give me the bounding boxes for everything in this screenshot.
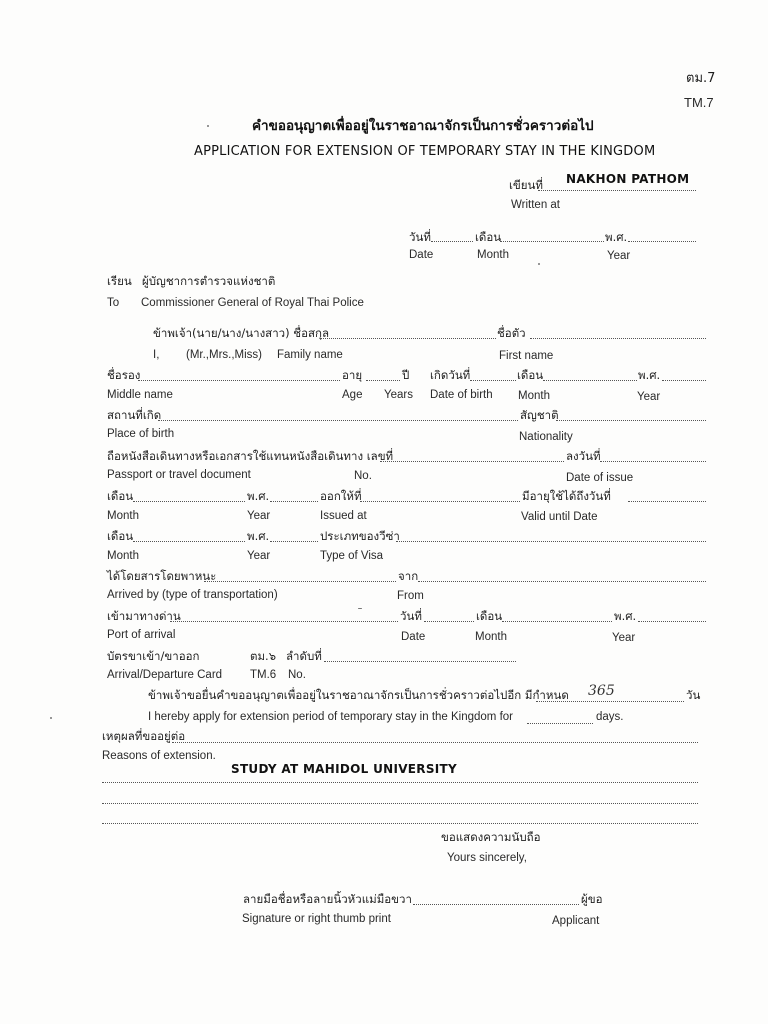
dob-month-en: Month <box>518 390 550 402</box>
port-line <box>170 621 398 622</box>
written-at-value: NAKHON PATHOM <box>566 172 690 186</box>
place-of-birth-en: Place of birth <box>107 428 175 440</box>
request-days-en: days. <box>596 711 624 723</box>
applicant-label-en: Applicant <box>552 915 600 927</box>
visa-year-en: Year <box>247 550 271 562</box>
middle-name-line <box>138 380 340 381</box>
visa-type-th: ประเภทของวีซ่า <box>320 529 400 543</box>
reasons-value: STUDY AT MAHIDOL UNIVERSITY <box>231 762 458 776</box>
visa-year-line <box>270 541 318 542</box>
first-name-en: First name <box>499 350 554 362</box>
issue-date-en: Date of issue <box>566 472 634 484</box>
written-at-label-th: เขียนที่ <box>509 178 543 192</box>
date-month-th: เดือน <box>475 230 502 244</box>
reasons-line-4 <box>102 823 698 824</box>
place-of-birth-line <box>158 420 518 421</box>
port-th: เข้ามาทางด่าน <box>107 609 181 623</box>
years-th: ปี <box>402 368 410 382</box>
form-code-th: ตม.7 <box>686 71 716 86</box>
issued-year-line <box>270 501 318 502</box>
dob-en: Date of birth <box>430 389 493 401</box>
port-en: Port of arrival <box>107 629 176 641</box>
dob-month-line <box>543 380 637 381</box>
middle-name-th: ชื่อรอง <box>107 368 141 382</box>
nationality-line <box>556 420 706 421</box>
valid-until-line <box>628 501 706 502</box>
date-day-line <box>431 241 473 242</box>
family-name-line <box>320 338 496 339</box>
port-month-line <box>502 621 612 622</box>
issue-date-line <box>600 461 706 462</box>
age-en: Age <box>342 389 363 401</box>
valid-until-th: มีอายุใช้ได้ถึงวันที่ <box>522 489 611 503</box>
first-name-th: ชื่อตัว <box>497 326 526 340</box>
passport-en: Passport or travel document <box>107 469 251 481</box>
dob-year-th: พ.ศ. <box>638 368 661 382</box>
card-en: Arrival/Departure Card <box>107 669 223 681</box>
written-at-label-en: Written at <box>511 199 560 211</box>
applicant-i-th: ข้าพเจ้า(นาย/นาง/นางสาว) ชื่อสกุล <box>153 326 330 340</box>
scan-speck <box>358 608 362 609</box>
port-month-en: Month <box>475 631 507 643</box>
issued-at-line <box>360 501 520 502</box>
request-days-en-line <box>527 723 593 724</box>
nationality-en: Nationality <box>519 431 573 443</box>
arrived-by-line <box>204 581 396 582</box>
place-of-birth-th: สถานที่เกิด <box>107 408 162 422</box>
request-days-th: วัน <box>686 688 701 702</box>
title-th: คำขออนุญาตเพื่ออยู่ในราชอาณาจักรเป็นการชั่วคราวต่อไป <box>252 118 594 134</box>
sincerely-en: Yours sincerely, <box>447 852 527 864</box>
dob-year-en: Year <box>637 391 661 403</box>
issued-month-th: เดือน <box>107 489 134 503</box>
signature-label-th: ลายมือชื่อหรือลายนิ้วหัวแม่มือขวา <box>243 892 412 906</box>
dob-day-line <box>470 380 516 381</box>
visa-month-en: Month <box>107 550 139 562</box>
visa-year-th: พ.ศ. <box>247 529 270 543</box>
from-th: จาก <box>398 569 419 583</box>
tm6-th: ตม.๖ <box>250 649 277 663</box>
applicant-i-en: I, <box>153 349 160 361</box>
reasons-line-3 <box>102 803 698 804</box>
request-days-value: 365 <box>588 683 615 699</box>
to-recipient-en: Commissioner General of Royal Thai Police <box>141 297 364 309</box>
applicant-title-en: (Mr.,Mrs.,Miss) <box>186 349 263 361</box>
nationality-th: สัญชาติ <box>520 408 559 422</box>
passport-th: ถือหนังสือเดินทางหรือเอกสารใช้แทนหนังสือเดินทาง เลขที่ <box>107 449 394 463</box>
sincerely-th: ขอแสดงความนับถือ <box>441 830 541 844</box>
visa-month-line <box>133 541 245 542</box>
age-line <box>366 380 400 381</box>
scan-speck <box>207 125 209 127</box>
dob-year-line <box>662 380 706 381</box>
port-date-en: Date <box>401 631 426 643</box>
port-year-en: Year <box>612 632 636 644</box>
from-line <box>418 581 706 582</box>
from-en: From <box>397 590 424 602</box>
to-recipient-th: ผู้บัญชาการตำรวจแห่งชาติ <box>142 274 276 288</box>
title-en: APPLICATION FOR EXTENSION OF TEMPORARY STAY IN THE KINGDOM <box>194 144 656 159</box>
request-days-line <box>536 701 684 702</box>
issued-at-th: ออกให้ที่ <box>320 489 362 503</box>
arrived-by-en: Arrived by (type of transportation) <box>107 589 278 601</box>
date-year-en: Year <box>607 250 631 262</box>
card-th: บัตรขาเข้า/ขาออก <box>107 649 200 663</box>
reasons-line-1 <box>172 742 698 743</box>
port-month-th: เดือน <box>476 609 503 623</box>
issued-year-en: Year <box>247 510 271 522</box>
issued-month-line <box>133 501 245 502</box>
passport-number-line <box>380 461 564 462</box>
port-date-th: วันที่ <box>400 609 422 623</box>
visa-type-line <box>396 541 706 542</box>
years-en: Years <box>384 389 413 401</box>
issued-at-en: Issued at <box>320 510 367 522</box>
age-th: อายุ <box>342 368 363 382</box>
date-day-en: Date <box>409 249 434 261</box>
request-text-en: I hereby apply for extension period of temporary stay in the Kingdom for <box>148 711 514 723</box>
form-code-en: TM.7 <box>684 95 714 110</box>
written-at-line <box>538 190 696 191</box>
signature-line <box>413 904 579 905</box>
visa-month-th: เดือน <box>107 529 134 543</box>
arrived-by-th: ได้โดยสารโดยพาหนะ <box>107 569 217 583</box>
issued-year-th: พ.ศ. <box>247 489 270 503</box>
tm6-en: TM.6 <box>250 669 277 681</box>
scan-speck <box>50 717 52 719</box>
issued-month-en: Month <box>107 510 139 522</box>
port-date-line <box>424 621 474 622</box>
reasons-line-2 <box>102 782 698 783</box>
to-label-th: เรียน <box>107 274 132 288</box>
visa-type-en: Type of Visa <box>320 550 384 562</box>
first-name-line <box>530 338 706 339</box>
date-day-th: วันที่ <box>409 230 431 244</box>
to-label-en: To <box>107 297 120 309</box>
scan-speck <box>538 263 540 265</box>
date-year-th: พ.ศ. <box>605 230 628 244</box>
card-no-line <box>324 661 516 662</box>
reasons-label-en: Reasons of extension. <box>102 750 216 762</box>
valid-until-en: Valid until Date <box>521 511 598 523</box>
date-month-en: Month <box>477 249 509 261</box>
signature-label-en: Signature or right thumb print <box>242 913 391 925</box>
port-year-th: พ.ศ. <box>614 609 637 623</box>
applicant-label-th: ผู้ขอ <box>581 892 603 906</box>
card-no-th: ลำดับที่ <box>286 649 322 663</box>
date-month-line <box>500 241 604 242</box>
reasons-label-th: เหตุผลที่ขออยู่ต่อ <box>102 729 186 743</box>
issue-date-th: ลงวันที่ <box>566 449 601 463</box>
date-year-line <box>628 241 696 242</box>
card-no-en: No. <box>288 669 306 681</box>
passport-no-en: No. <box>354 470 372 482</box>
dob-month-th: เดือน <box>517 368 544 382</box>
port-year-line <box>638 621 706 622</box>
dob-th: เกิดวันที่ <box>430 368 471 382</box>
family-name-en: Family name <box>277 349 343 361</box>
middle-name-en: Middle name <box>107 389 173 401</box>
request-text-th: ข้าพเจ้าขอยื่นคำขออนุญาตเพื่ออยู่ในราชอาณาจักรเป็นการชั่วคราวต่อไปอีก มีกำหนด <box>148 688 569 702</box>
